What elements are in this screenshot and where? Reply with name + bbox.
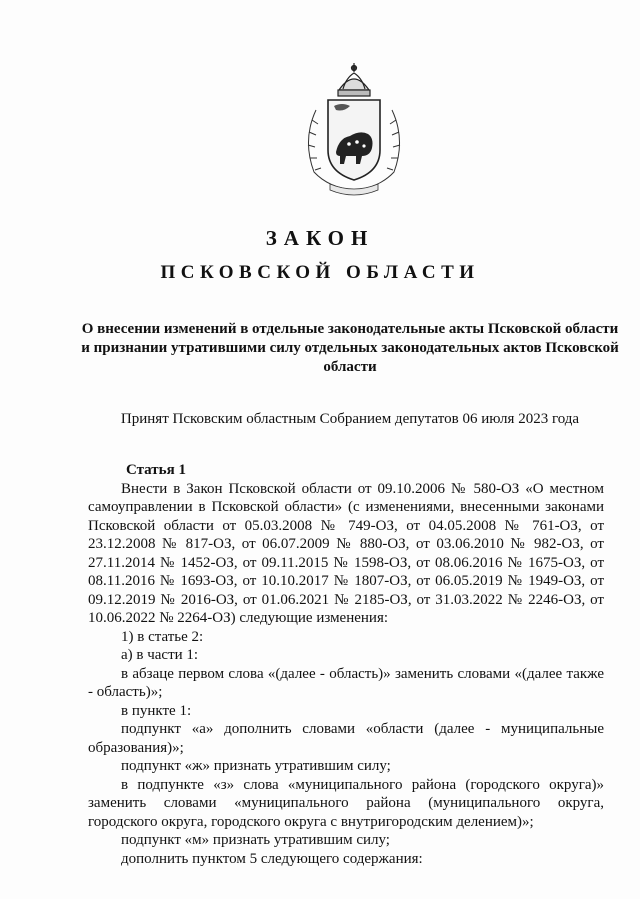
list-item: подпункт «м» признать утратившим силу; xyxy=(121,832,390,848)
list-item: подпункт «ж» признать утратившим силу; xyxy=(121,758,391,774)
coat-of-arms-emblem xyxy=(294,60,414,200)
document-type: ЗАКОН xyxy=(265,226,375,250)
adoption-line: Принят Псковским областным Собранием депутатов 06 июля 2023 года xyxy=(120,411,580,427)
article-intro: Внести в Закон Псковской области от 09.10.2006 № 580-ОЗ «О местном самоуправлении в Псковской области» (с изменениями, внесенными законами Псковской области от 05.03.2008 № 749-ОЗ, от 04.05.2008 № 761-ОЗ, от 23.12.2008 № 817-ОЗ, от 06.07.2009 № 880-ОЗ, от 03.06.2010 № 982-ОЗ, от 27.11.2014 № 1452-ОЗ, от 09.11.2015 № 1598-ОЗ, от 08.06.2016 № 1675-ОЗ, от 08.11.2016 № 1693-ОЗ, от 10.10.2017 № 1807-ОЗ, от 06.05.2019 № 1949-ОЗ, от 09.12.2019 № 2016-ОЗ, от 01.06.2021 № 2185-ОЗ, от 31.03.2022 № 2246-ОЗ, от 10.06.2022 № 2264-ОЗ) следующие изменения: xyxy=(88,480,604,626)
list-item: в абзаце первом слова «(далее - область)» заменить словами «(далее также - область)»; xyxy=(88,665,604,700)
list-item: 1) в статье 2: xyxy=(121,628,204,645)
law-subject: О внесении изменений в отдельные законодательные акты Псковской области и признании утратившими силу отдельных законодательных актов Псковской области xyxy=(81,321,619,375)
list-item: в пункте 1: xyxy=(121,702,192,719)
list-item: подпункт «а» дополнить словами «области (далее - муниципальные образования)»; xyxy=(88,721,604,756)
list-item: дополнить пунктом 5 следующего содержания: xyxy=(121,850,423,867)
list-item: в подпункте «з» слова «муниципального района (городского округа)» заменить словами «муниципального района (муниципального округа, городского округа, городского округа с внутригородским делением)»; xyxy=(88,776,604,830)
list-item: а) в части 1: xyxy=(121,647,199,663)
article-heading: Статья 1 xyxy=(126,462,186,478)
region-name: ПСКОВСКОЙ ОБЛАСТИ xyxy=(160,262,480,283)
law-body xyxy=(88,461,604,868)
